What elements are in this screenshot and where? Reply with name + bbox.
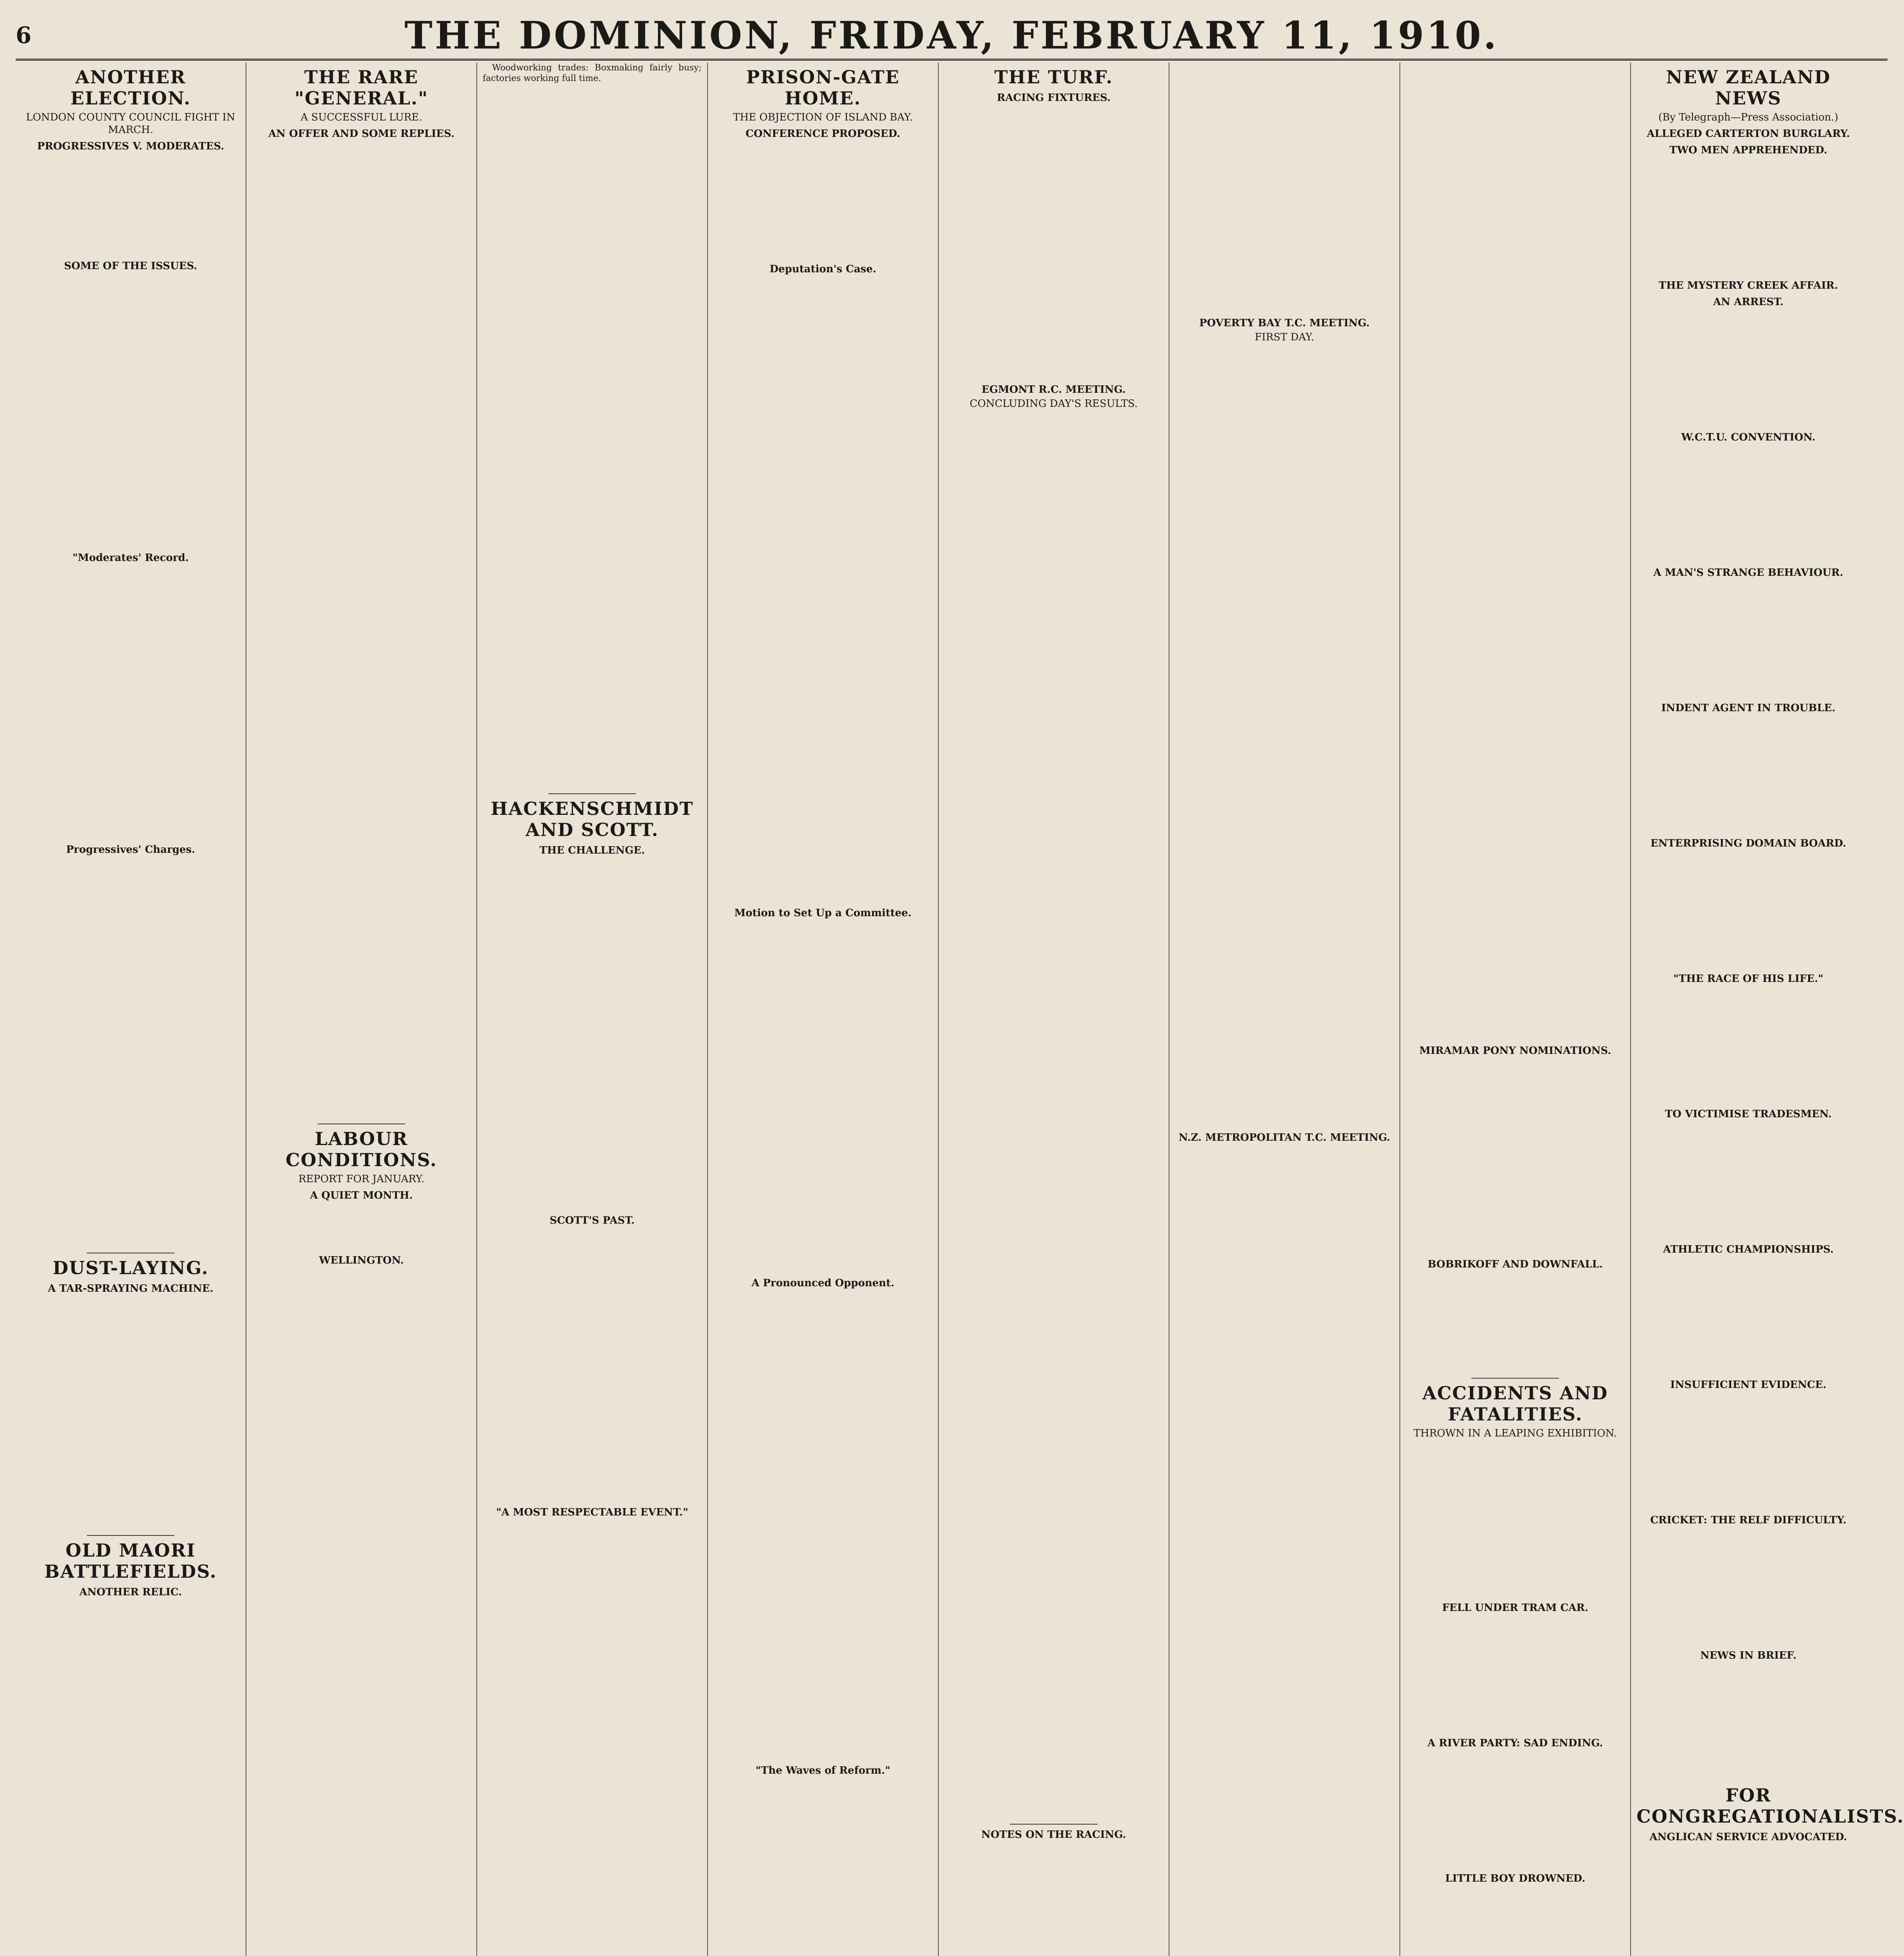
headline: PRISON-GATE HOME. [746,67,900,109]
subheadline: THROWN IN A LEAPING EXHIBITION. [1414,1427,1617,1439]
article-body [1636,1528,1860,1645]
article-body [1636,1845,1860,1956]
article-body [1406,1059,1625,1254]
section-heading: Progressives' Charges. [66,844,195,856]
article-body [1636,851,1860,969]
section-heading: LITTLE BOY DROWNED. [1445,1873,1586,1884]
section-heading: A TAR-SPRAYING MACHINE. [48,1283,214,1294]
headline: LABOUR CONDITIONS. [286,1128,437,1170]
headline: THE TURF. [994,67,1113,88]
subheadline: CONCLUDING DAY'S RESULTS. [970,398,1138,410]
article-body [1636,158,1860,275]
subheadline: REPORT FOR JANUARY. [298,1173,424,1185]
article-body [21,566,240,840]
article-body [713,277,932,903]
column-7 [1400,63,1631,1956]
divider [1010,1824,1097,1825]
column-2 [246,63,477,1956]
headline: FOR CONGREGATIONALISTS. [1636,1785,1904,1827]
section-heading: W.C.T.U. CONVENTION. [1681,431,1816,443]
columns [16,63,1904,1956]
article-body [483,858,702,1210]
section-heading: AN ARREST. [1713,296,1784,308]
section-heading: A QUIET MONTH. [310,1190,413,1201]
column-6 [1169,63,1400,1956]
section-heading: ATHLETIC CHAMPIONSHIPS. [1663,1244,1834,1255]
article-body [483,85,702,789]
section-heading: NOTES ON THE RACING. [981,1829,1126,1841]
section-heading: THE MYSTERY CREEK AFFAIR. [1658,280,1838,291]
page-number: 6 [16,22,32,49]
headline: ANOTHER ELECTION. [70,67,191,109]
section-heading: SCOTT'S PAST. [550,1215,635,1226]
column-3 [477,63,708,1956]
section-heading: RACING FIXTURES. [997,92,1111,104]
masthead [16,12,1888,61]
headline: ACCIDENTS AND FATALITIES. [1422,1383,1608,1425]
article-body [944,1843,1163,1956]
section-heading: TWO MEN APPREHENDED. [1669,144,1827,156]
column-5 [939,63,1169,1956]
subheadline: FIRST DAY. [1255,331,1314,343]
article-body [252,1268,471,1581]
subheadline: LONDON COUNTY COUNCIL FIGHT IN MARCH. [26,111,235,136]
section-heading: ENTERPRISING DOMAIN BOARD. [1650,838,1847,849]
column-4 [708,63,939,1956]
section-heading: AN OFFER AND SOME REPLIES. [268,128,454,140]
headline: THE RARE "GENERAL." [295,67,428,109]
headline: HACKENSCHMIDT AND SCOTT. [490,798,694,840]
article-body [713,1291,932,1760]
article-text: Woodworking trades: Boxmaking fairly busy; factories working full time. [483,63,702,83]
divider [87,1535,174,1536]
article-body [1406,1886,1625,1956]
section-heading: "A MOST RESPECTABLE EVENT." [496,1507,688,1518]
article-body [1406,63,1625,1041]
article-body [1175,345,1394,1127]
article-body [1175,63,1394,313]
article-body [21,858,240,1249]
subheadline: A SUCCESSFUL LURE. [300,111,422,123]
article-body [21,1600,240,1952]
article-body [1636,1663,1860,1781]
article-body [1636,1393,1860,1510]
section-heading: EGMONT R.C. MEETING. [981,384,1126,396]
article-body [944,106,1163,379]
article-body [21,154,240,256]
section-heading: CRICKET: THE RELF DIFFICULTY. [1650,1514,1847,1526]
section-heading: A RIVER PARTY: SAD ENDING. [1427,1737,1603,1749]
article-body [713,142,932,259]
article-body [252,142,471,1120]
article-body [483,1228,702,1502]
headline: DUST-LAYING. [52,1257,209,1278]
section-heading: INSUFFICIENT EVIDENCE. [1670,1379,1827,1391]
article-body [1636,1122,1860,1239]
section-heading: Deputation's Case. [769,263,877,275]
subheadline: THE OBJECTION OF ISLAND BAY. [733,111,913,123]
article-body [1636,716,1860,833]
article-body [713,1778,932,1956]
article-body [483,1520,702,1872]
section-heading: SOME OF THE ISSUES. [64,260,198,272]
article-body [1406,1441,1625,1598]
article-body [1406,1272,1625,1374]
divider [1471,1378,1559,1379]
article-body [1175,1145,1394,1956]
section-heading: A Pronounced Opponent. [751,1277,895,1289]
section-heading: N.Z. METROPOLITAN T.C. MEETING. [1178,1132,1390,1143]
section-heading: ALLEGED CARTERTON BURGLARY. [1647,128,1850,140]
article-body [1636,310,1860,427]
column-8 [1631,63,1904,1956]
section-heading: MIRAMAR PONY NOMINATIONS. [1419,1045,1611,1057]
subheadline: (By Telegraph—Press Association.) [1658,111,1838,123]
section-heading: Motion to Set Up a Committee. [734,907,912,919]
section-heading: POVERTY BAY T.C. MEETING. [1199,317,1370,329]
section-heading: CONFERENCE PROPOSED. [745,128,900,140]
headline: NEW ZEALAND NEWS [1666,67,1831,109]
divider [548,793,636,794]
article-body [1636,445,1860,563]
section-heading: "THE RACE OF HIS LIFE." [1673,973,1823,985]
column-1 [16,63,246,1956]
section-heading: INDENT AGENT IN TROUBLE. [1661,702,1836,714]
section-heading: "Moderates' Record. [72,552,189,564]
section-heading: BOBRIKOFF AND DOWNFALL. [1428,1258,1603,1270]
newspaper-title: THE DOMINION, FRIDAY, FEBRUARY 11, 1910. [404,13,1499,58]
article-body [21,1296,240,1531]
section-heading: PROGRESSIVES V. MODERATES. [37,140,225,152]
section-heading: TO VICTIMISE TRADESMEN. [1665,1108,1832,1120]
article-body [21,274,240,548]
headline: OLD MAORI BATTLEFIELDS. [44,1540,217,1582]
article-body [1636,987,1860,1104]
article-body [1406,1751,1625,1868]
section-heading: ANGLICAN SERVICE ADVOCATED. [1649,1831,1847,1843]
article-body [252,1203,471,1250]
section-heading: WELLINGTON. [319,1255,404,1266]
article-body [713,921,932,1273]
article-body [1406,1616,1625,1733]
section-heading: THE CHALLENGE. [539,845,645,856]
section-heading: ANOTHER RELIC. [79,1586,182,1598]
section-heading: A MAN'S STRANGE BEHAVIOUR. [1653,567,1843,579]
section-heading: FELL UNDER TRAM CAR. [1442,1602,1588,1614]
article-body [944,412,1163,1820]
section-heading: "The Waves of Reform." [755,1765,891,1776]
article-body [1636,1257,1860,1375]
section-heading: NEWS IN BRIEF. [1700,1650,1797,1661]
article-body [1636,581,1860,698]
